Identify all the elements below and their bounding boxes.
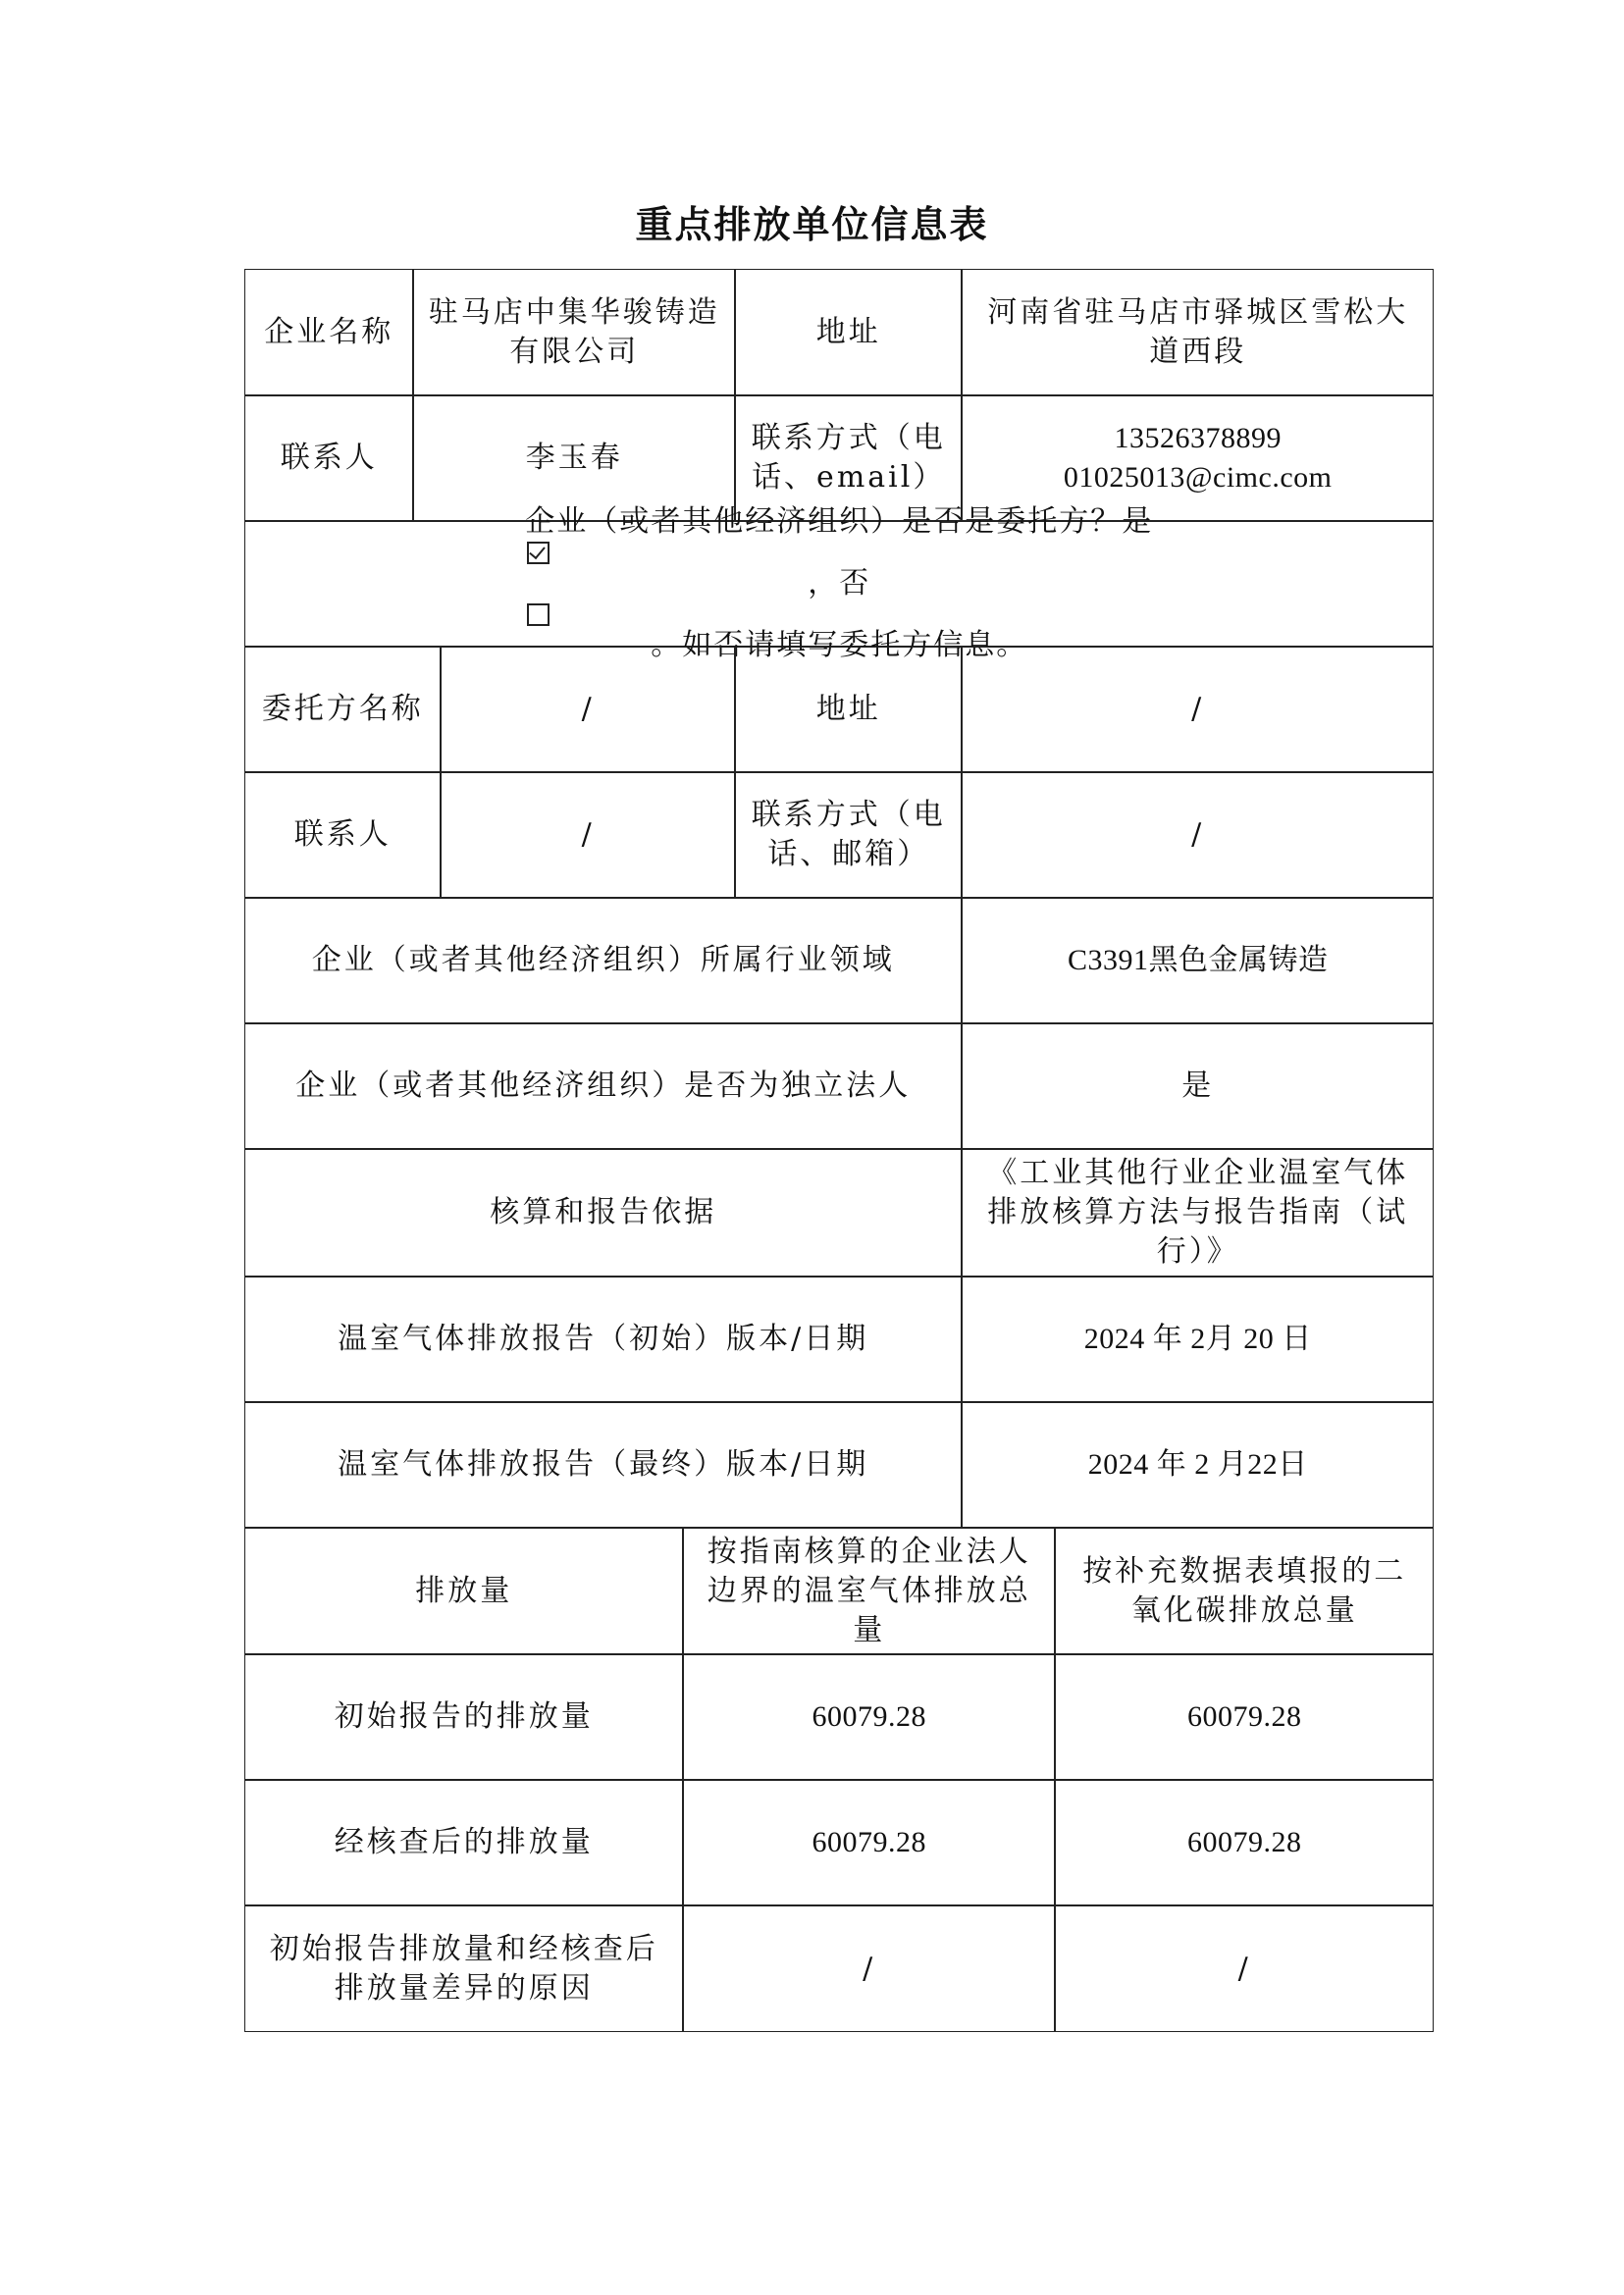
basis-value: 《工业其他行业企业温室气体排放核算方法与报告指南（试行）》: [962, 1149, 1434, 1277]
phone-number: 13526378899: [1114, 422, 1282, 455]
info-table: [245, 270, 1435, 2033]
delegate-name-value: /: [441, 647, 735, 772]
basis-label: 核算和报告依据: [244, 1149, 962, 1277]
no-checkbox-empty[interactable]: [527, 603, 550, 626]
emissions-row-col2: 60079.28: [1055, 1654, 1434, 1780]
delegation-question-text: 企业（或者其他经济组织）是否是委托方？是: [525, 504, 1154, 540]
emissions-row-col2: 60079.28: [1055, 1780, 1434, 1905]
emissions-row-label: 经核查后的排放量: [244, 1780, 683, 1905]
contact-value: 李玉春: [413, 395, 735, 521]
delegation-no-text: ，否: [808, 566, 871, 601]
email-address: 01025013@cimc.com: [1063, 461, 1333, 495]
yes-checkbox-checked[interactable]: [527, 542, 550, 564]
company-address-label: 地址: [735, 269, 962, 395]
company-address-value: 河南省驻马店市驿城区雪松大道西段: [962, 269, 1434, 395]
delegate-contact-method-label: 联系方式（电话、邮箱）: [735, 772, 962, 898]
emissions-row-label: 初始报告排放量和经核查后排放量差异的原因: [244, 1905, 683, 2032]
delegation-question-row: [244, 504, 1434, 663]
delegate-contact-value: /: [441, 772, 735, 898]
industry-label: 企业（或者其他经济组织）所属行业领域: [244, 898, 962, 1023]
initial-report-date: 2024 年 2月 20 日: [962, 1277, 1434, 1402]
industry-value: C3391黑色金属铸造: [962, 898, 1434, 1023]
delegate-address-value: /: [962, 647, 1434, 772]
final-report-date: 2024 年 2 月22日: [962, 1402, 1434, 1528]
emissions-row-col1: 60079.28: [683, 1780, 1055, 1905]
company-name-value: 驻马店中集华骏铸造有限公司: [413, 269, 735, 395]
emissions-col2-header: 按补充数据表填报的二氧化碳排放总量: [1055, 1528, 1434, 1654]
emissions-row-col1: /: [683, 1905, 1055, 2032]
delegate-contact-method-value: /: [962, 772, 1434, 898]
delegate-contact-label: 联系人: [244, 772, 441, 898]
initial-report-label: 温室气体排放报告（初始）版本/日期: [244, 1277, 962, 1402]
emissions-row-col1: 60079.28: [683, 1654, 1055, 1780]
delegate-address-label: 地址: [735, 647, 962, 772]
final-report-label: 温室气体排放报告（最终）版本/日期: [244, 1402, 962, 1528]
emissions-row-col2: /: [1055, 1905, 1434, 2032]
company-name-label: 企业名称: [244, 269, 413, 395]
emissions-col1-header: 按指南核算的企业法人边界的温室气体排放总量: [683, 1528, 1055, 1654]
emissions-header-label: 排放量: [244, 1528, 683, 1654]
delegation-tail-text: 。如否请填写委托方信息。: [651, 628, 1028, 663]
delegate-name-label: 委托方名称: [244, 647, 441, 772]
emissions-row-label: 初始报告的排放量: [244, 1654, 683, 1780]
legal-person-label: 企业（或者其他经济组织）是否为独立法人: [244, 1023, 962, 1149]
contact-method-label: 联系方式（电话、email）: [735, 395, 962, 521]
document-title: 重点排放单位信息表: [635, 203, 989, 246]
contact-label: 联系人: [244, 395, 413, 521]
legal-person-value: 是: [962, 1023, 1434, 1149]
